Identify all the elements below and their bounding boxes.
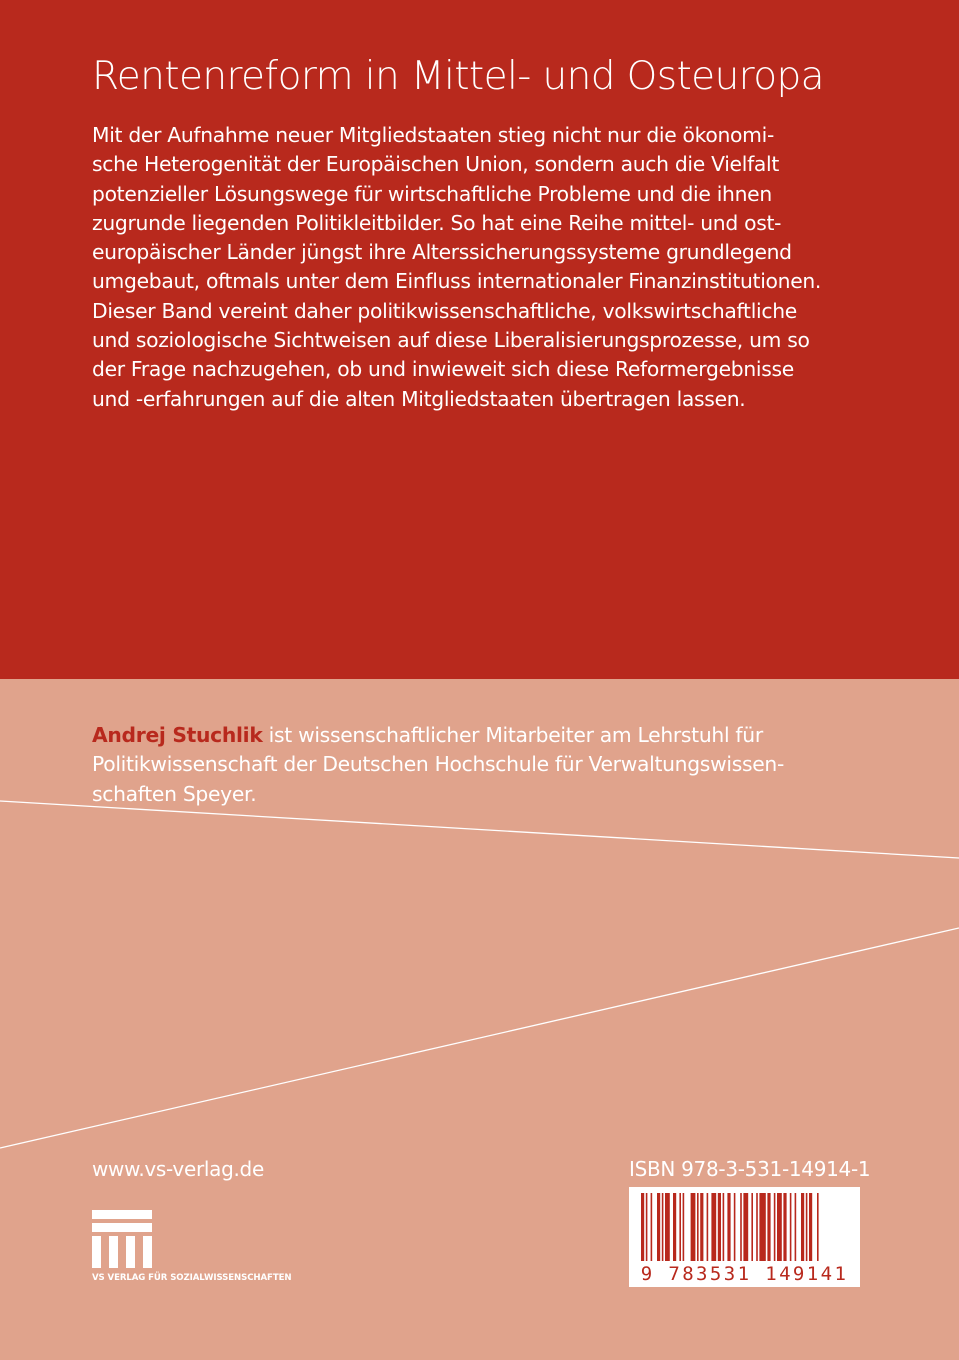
barcode-bar: [646, 1193, 648, 1261]
barcode-bar: [809, 1193, 812, 1261]
author-bio-line: Politikwissenschaft der Deutschen Hochschule für Verwaltungswissen-: [92, 752, 784, 777]
barcode-bar: [707, 1193, 709, 1261]
barcode-bar: [673, 1193, 676, 1261]
barcode-bar: [795, 1193, 797, 1261]
barcode-bar: [790, 1193, 792, 1261]
barcode-bar: [740, 1193, 742, 1261]
description-line: zugrunde liegenden Politikleitbilder. So hat eine Reihe mittel- und ost-: [92, 210, 782, 235]
description-line: potenzieller Lösungswege für wirtschaftliche Probleme und die ihnen: [92, 181, 772, 206]
barcode-bar: [697, 1193, 699, 1261]
barcode-bar: [657, 1193, 660, 1261]
description-line: und soziologische Sichtweisen auf diese Liberalisierungsprozesse, um so: [92, 328, 810, 353]
barcode-bar: [641, 1193, 644, 1261]
description-line: europäischer Länder jüngst ihre Alterssicherungssysteme grundlegend: [92, 240, 792, 265]
barcode-bar: [651, 1193, 653, 1261]
barcode-bar: [743, 1193, 748, 1261]
publisher-name: VS VERLAG FÜR SOZIALWISSENSCHAFTEN: [92, 1273, 292, 1283]
author-bio-line: schaften Speyer.: [92, 781, 257, 806]
description-line: und -erfahrungen auf die alten Mitgliedstaaten übertragen lassen.: [92, 386, 746, 411]
barcode-bar: [767, 1193, 770, 1261]
barcode-bar: [727, 1193, 730, 1261]
description-line: Mit der Aufnahme neuer Mitgliedstaaten stieg nicht nur die ökonomi-: [92, 123, 774, 147]
barcode-bar: [679, 1193, 681, 1261]
barcode-bar: [662, 1193, 664, 1261]
barcode-bar: [751, 1193, 753, 1261]
author-bio-line: [92, 721, 892, 750]
isbn-number: ISBN 978-3-531-14914-1: [629, 1157, 871, 1181]
description-line: umgebaut, oftmals unter dem Einfluss internationaler Finanzinstitutionen.: [92, 269, 822, 294]
barcode-bar: [734, 1193, 736, 1261]
description-line: der Frage nachzugehen, ob und inwieweit sich diese Reformergebnisse: [92, 357, 794, 382]
barcode-bars: [629, 1187, 860, 1265]
publisher-website: www.vs-verlag.de: [92, 1157, 264, 1181]
author-bio: [92, 721, 892, 809]
author-name: Andrej Stuchlik: [92, 723, 263, 747]
barcode-bar: [700, 1193, 703, 1261]
barcode-bar: [756, 1193, 758, 1261]
barcode-bar: [817, 1193, 819, 1261]
barcode-bar: [691, 1193, 696, 1261]
barcode-bar: [783, 1193, 786, 1261]
description-line: Dieser Band vereint daher politikwissenschaftliche, volkswirtschaftliche: [92, 298, 797, 323]
book-description: [92, 121, 892, 414]
barcode-bar: [665, 1193, 670, 1261]
description-line: sche Heterogenität der Europäischen Union, sondern auch die Vielfalt: [92, 152, 780, 177]
barcode-number: 9 783531 149141: [640, 1263, 849, 1285]
barcode-bar: [683, 1193, 685, 1261]
barcode-bar: [777, 1193, 782, 1261]
book-title: Rentenreform in Mittel- und Osteuropa: [92, 54, 824, 99]
author-bio-text: ist wissenschaftlicher Mitarbeiter am Lehrstuhl für: [262, 723, 763, 747]
barcode-bar: [801, 1193, 804, 1261]
barcode-bar: [711, 1193, 716, 1261]
barcode-bar: [774, 1193, 776, 1261]
barcode-bar: [806, 1193, 808, 1261]
isbn-barcode-icon: [629, 1187, 860, 1287]
barcode-bar: [718, 1193, 721, 1261]
barcode-bar: [759, 1193, 765, 1261]
barcode-bar: [723, 1193, 725, 1261]
